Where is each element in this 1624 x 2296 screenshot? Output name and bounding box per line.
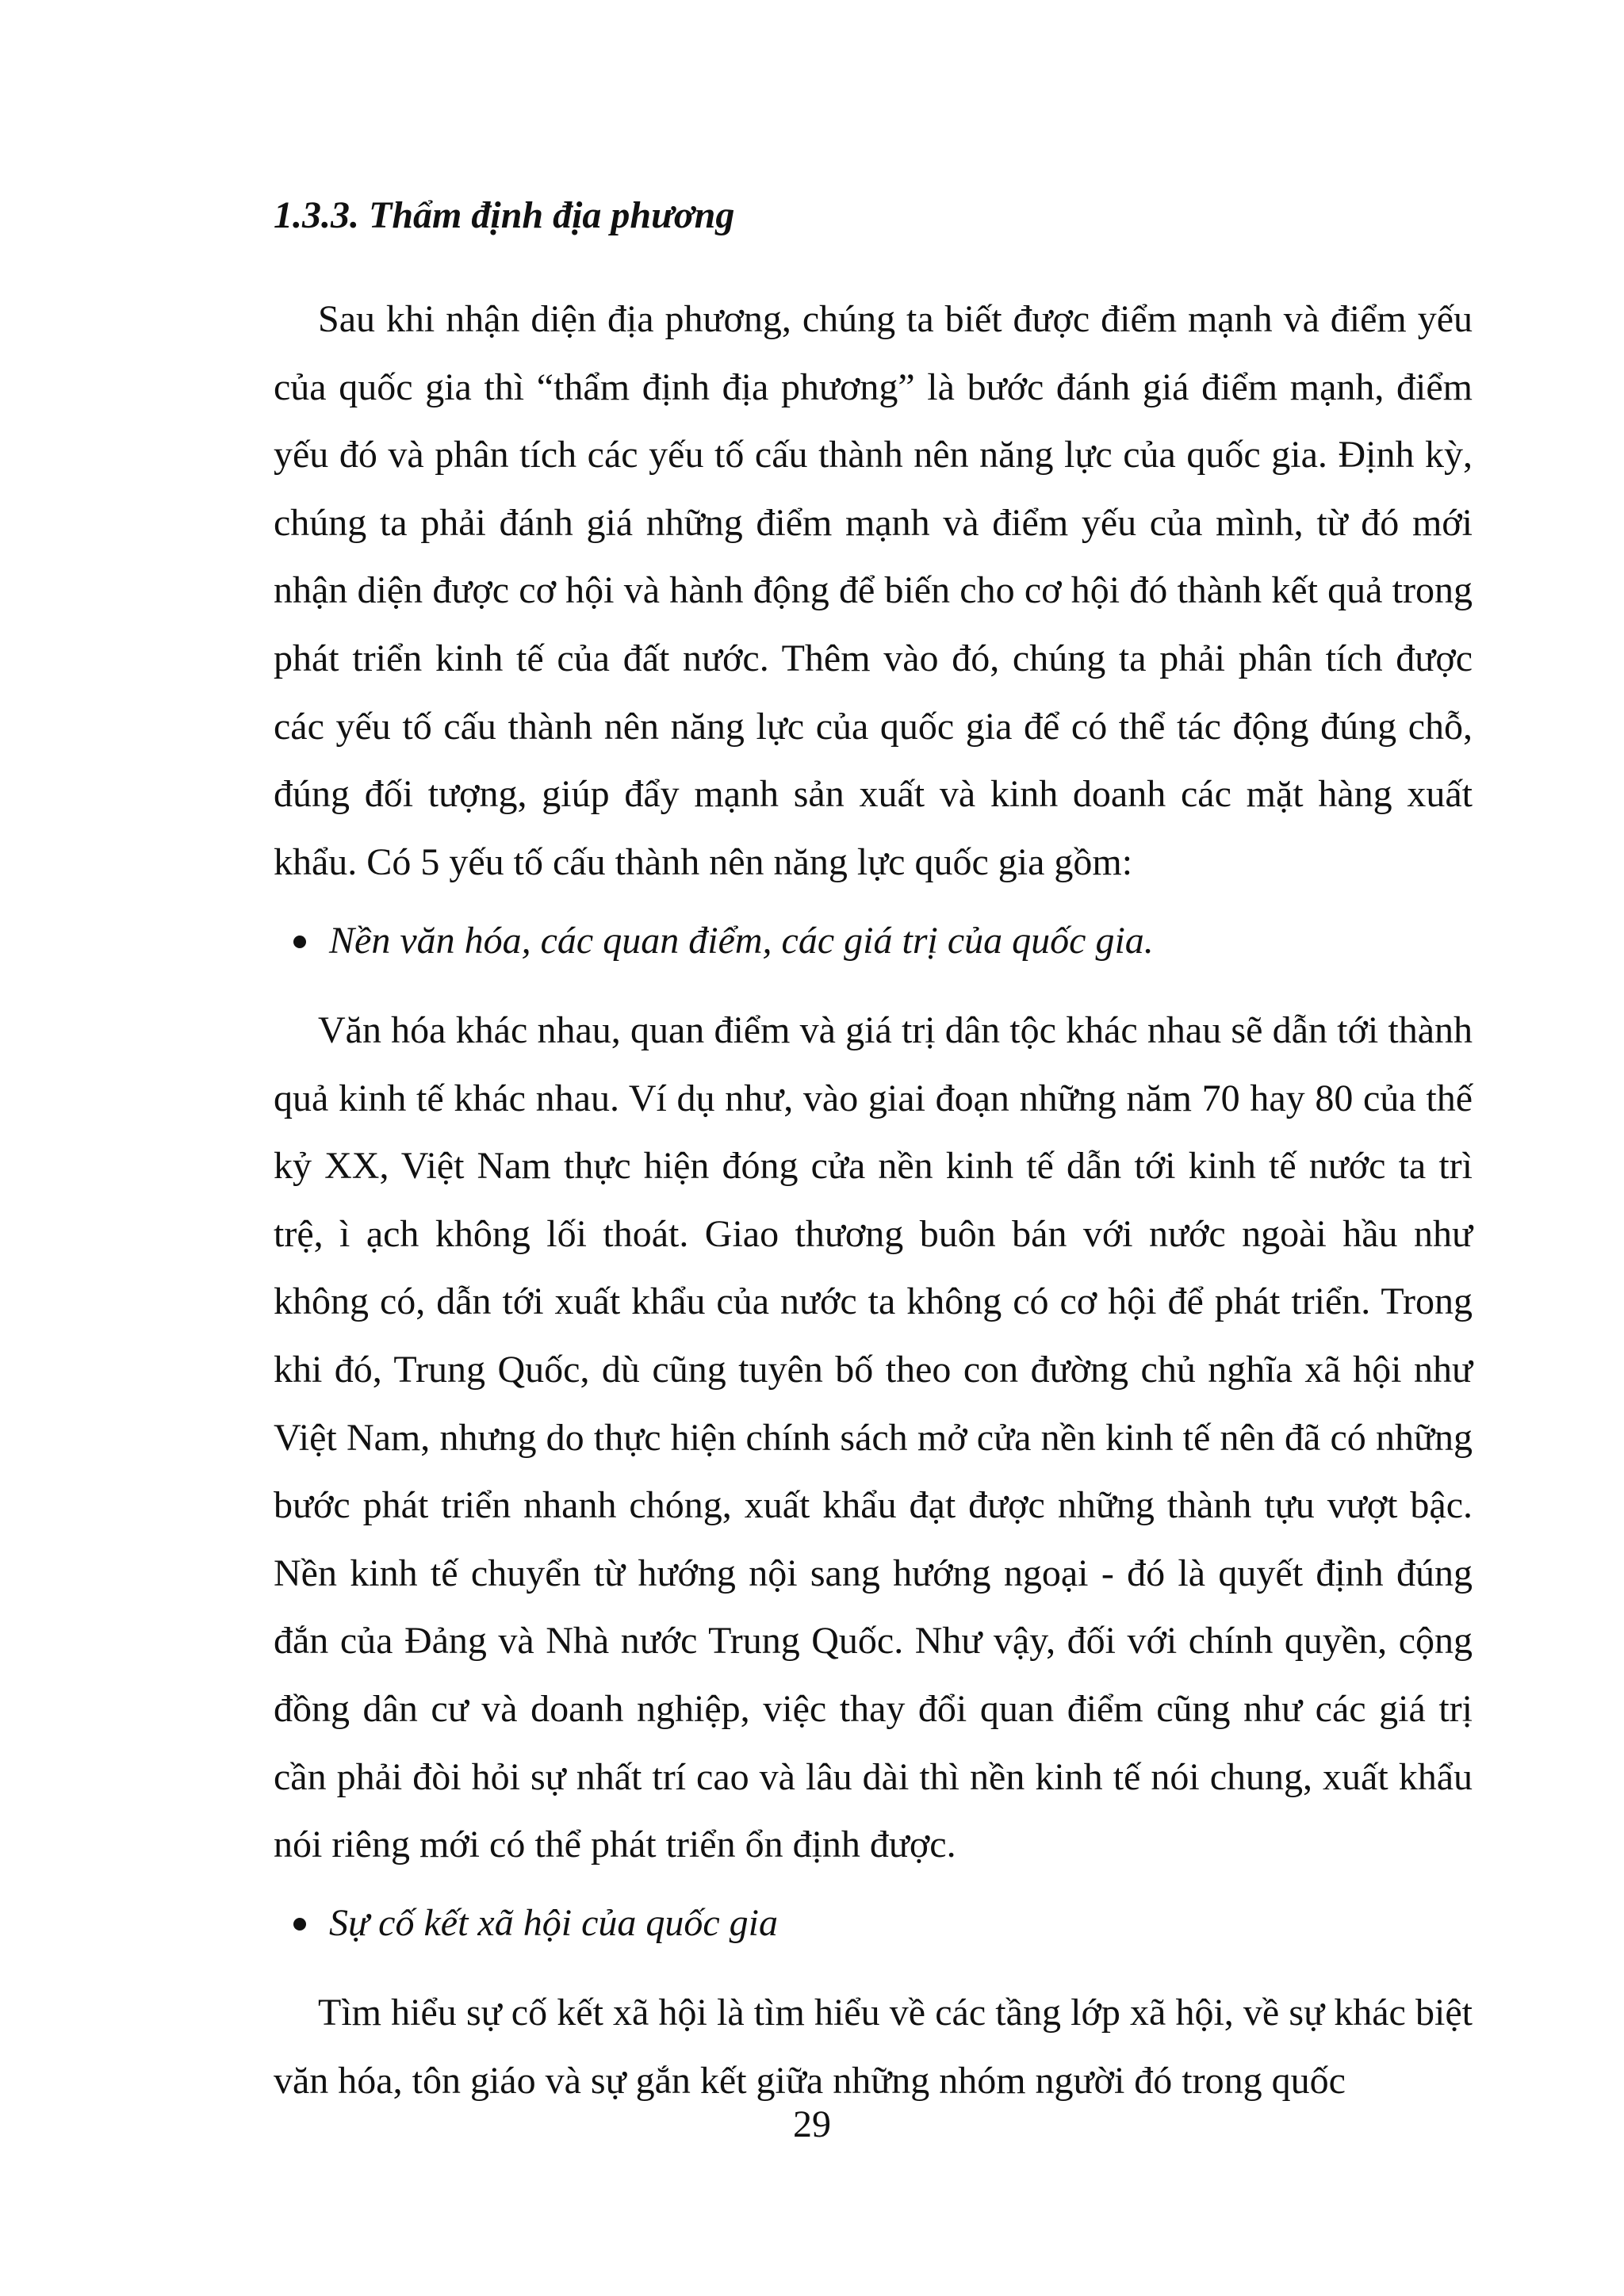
bullet-dot-icon [293,936,306,948]
bullet-dot-icon [293,1918,306,1931]
bullet-item-social-cohesion [329,1895,778,1952]
paragraph-intro: Sau khi nhận diện địa phương, chúng ta biết được điểm mạnh và điểm yếu của quốc gia thì “thẩm định địa phương” là bước đánh giá điểm mạnh, điểm yếu đó và phân tích các yếu tố cấu thành nên năng lực của quốc gia. Định kỳ, chúng ta phải đánh giá những điểm mạnh và điểm yếu của mình, từ đó mới nhận diện được cơ hội và hành động để biến cho cơ hội đó thành kết quả trong phát triển kinh tế của đất nước. Thêm vào đó, chúng ta phải phân tích được các yếu tố cấu thành nên năng lực của quốc gia để có thể tác động đúng chỗ, đúng đối tượng, giúp đẩy mạnh sản xuất và kinh doanh các mặt hàng xuất khẩu. Có 5 yếu tố cấu thành nên năng lực quốc gia gồm: [274,298,1473,883]
paragraph-social-cohesion: Tìm hiểu sự cố kết xã hội là tìm hiểu về các tầng lớp xã hội, về sự khác biệt văn hóa, tôn giáo và sự gắn kết giữa những nhóm người đó trong quốc [274,1992,1473,2102]
bullet-item-label: Sự cố kết xã hội của quốc gia [329,1902,779,1944]
section-heading: 1.3.3. Thẩm định địa phương [274,194,735,236]
bullet-item-culture [329,913,1154,970]
page-number: 29 [793,2103,831,2145]
paragraph-culture-example: Văn hóa khác nhau, quan điểm và giá trị dân tộc khác nhau sẽ dẫn tới thành quả kinh tế khác nhau. Ví dụ như, vào giai đoạn những năm 70 hay 80 của thế kỷ XX, Việt Nam thực hiện đóng cửa nền kinh tế dẫn tới kinh tế nước ta trì trệ, ì ạch không lối thoát. Giao thương buôn bán với nước ngoài hầu như không có, dẫn tới xuất khẩu của nước ta không có cơ hội để phát triển. Trong khi đó, Trung Quốc, dù cũng tuyên bố theo con đường chủ nghĩa xã hội như Việt Nam, nhưng do thực hiện chính sách mở cửa nền kinh tế nên đã có những bước phát triển nhanh chóng, xuất khẩu đạt được những thành tựu vượt bậc. Nền kinh tế chuyển từ hướng nội sang hướng ngoại - đó là quyết định đúng đắn của Đảng và Nhà nước Trung Quốc. Như vậy, đối với chính quyền, cộng đồng dân cư và doanh nghiệp, việc thay đổi quan điểm cũng như các giá trị cần phải đòi hỏi sự nhất trí cao và lâu dài thì nền kinh tế nói chung, xuất khẩu nói riêng mới có thể phát triển ổn định được. [274,1009,1473,1866]
bullet-item-label: Nền văn hóa, các quan điểm, các giá trị của quốc gia. [329,920,1154,962]
